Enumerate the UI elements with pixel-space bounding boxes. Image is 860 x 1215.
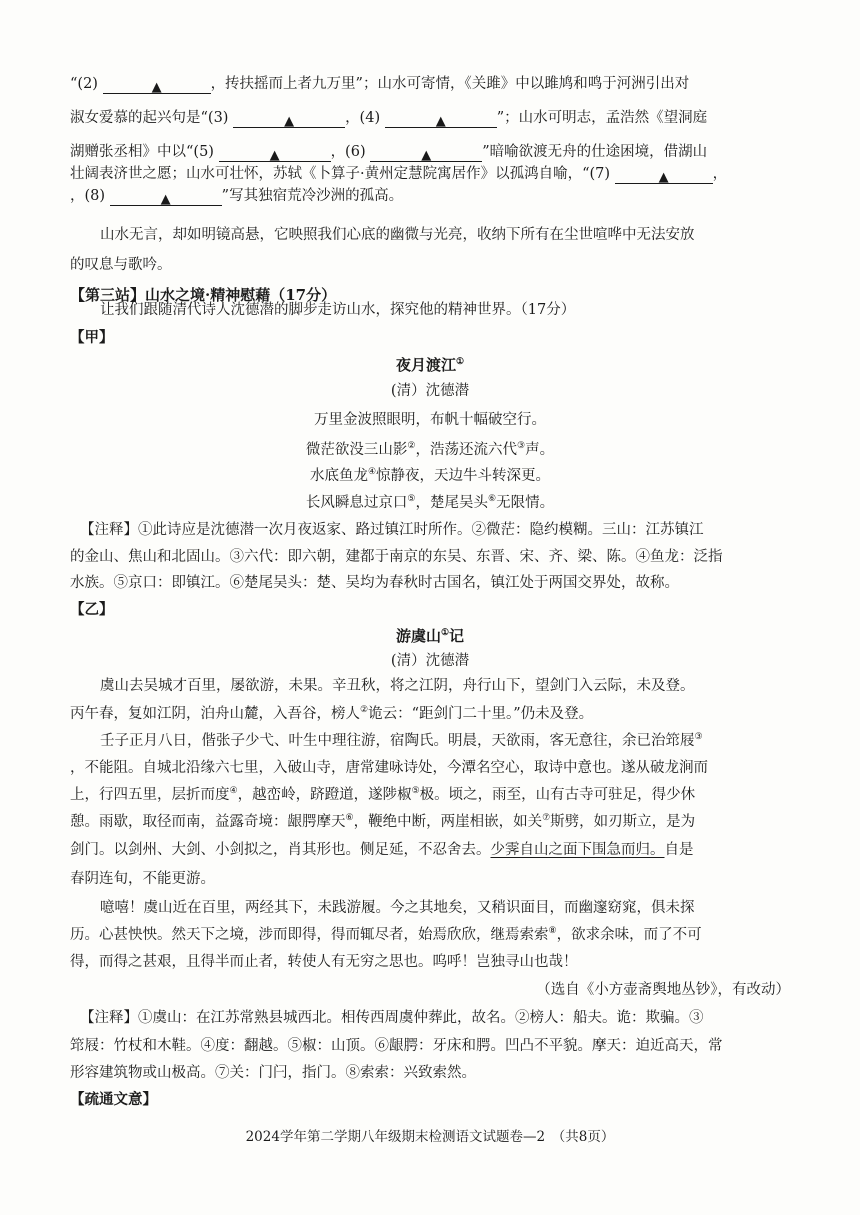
intro-line-5 [70, 186, 403, 206]
footnote-ref: ⑤ [407, 494, 416, 504]
prose-line-5 [70, 785, 695, 805]
prose-note-3: 形容建筑物或山极高。⑦关：门闩，指门。⑧索索：兴致索然。 [70, 1065, 476, 1081]
answer-blank-6[interactable] [370, 145, 482, 162]
text: ，楚尾吴头 [415, 495, 488, 511]
text: 声。 [525, 442, 555, 458]
poem-note-2: 的金山、焦山和北固山。③六代：即六朝，建都于南京的东吴、东晋、宋、齐、梁、陈。④鱼龙：泛指 [70, 549, 723, 565]
text: ，鞭绝中断，两崖相嵌，如关 [353, 814, 543, 830]
poem-title [0, 355, 860, 375]
poem-line-4 [0, 493, 860, 513]
blank-marker: ▲ [151, 80, 162, 95]
text: ”写其独宿荒冷沙洲的孤高。 [221, 188, 404, 204]
prose-title-text: 记 [449, 627, 465, 645]
footnote-ref: ④ [367, 467, 377, 477]
prose-line-4: ，不能阻。自城北沿缘六七里，入破山寺，唐常建咏诗处，今潭名空心，取诗中意也。遂从破龙涧而 [70, 760, 708, 776]
prose-author: (清）沈德潜 [390, 653, 470, 669]
footnote-ref: ③ [517, 441, 526, 451]
intro-line-3 [70, 142, 707, 162]
poem-line-1: 万里金波照眼明，布帆十幅破空行。 [314, 412, 546, 428]
intro-line-4: 壮阔表济世之愿；山水可壮怀，苏轼《卜算子·黄州定慧院寓居作》以孤鸿自喻，“(7) ▲ ， [70, 166, 728, 185]
page-footer: 2024学年第二学期八年级期末检测语文试题卷—2 （共8页） [245, 1129, 615, 1145]
underlined-sentence: 少霁自山之面下围急而归。 [490, 842, 665, 858]
text: 无限情。 [496, 495, 555, 511]
footnote-ref: ⑤ [411, 786, 420, 796]
text: ，越峦岭，跻蹬道，遂陟椒 [237, 787, 412, 803]
prose-line-1: 虞山去吴城才百里，屡欲游，未果。辛丑秋，将之江阴，舟行山下，望剑门入云际，未及登。 [100, 678, 695, 694]
text: 憩。雨歇，取径而南，益露奇境：龈腭摩天 [70, 814, 346, 830]
blank-marker: ▲ [284, 114, 295, 129]
answer-blank-4[interactable] [385, 111, 497, 128]
footnote-ref: ⑧ [548, 926, 557, 936]
footnote-ref: ③ [694, 732, 703, 742]
prose-title [0, 626, 860, 646]
blank-marker: ▲ [435, 114, 446, 129]
text: 丙午春，复如江阴，泊舟山麓，入吾谷，榜人 [70, 706, 360, 722]
footnote-ref: ④ [229, 786, 238, 796]
text: ，抟扶摇而上者九万里”；山水可寄情，《关雎》中以雎鸠和鸣于河洲引出对 [210, 76, 690, 92]
section-heading: 【第三站】山水之境·精神慰藉（17分） [70, 286, 337, 304]
text: 诡云：“距剑门二十里。”仍未及登。 [368, 706, 594, 722]
intro-line-7: 的叹息与歌吟。 [70, 257, 172, 273]
text: 剑门。以剑州、大剑、小剑拟之，肖其形也。侧足延，不忍舍去。 [70, 842, 491, 858]
text: 微茫欲没三山影 [305, 442, 408, 458]
poem-note-1: 【注释】①此诗应是沈德潜一次月夜返家、路过镇江时所作。②微茫：隐约模糊。三山：江苏镇江 [80, 522, 704, 538]
prose-source: （选自《小方壶斋舆地丛钞》，有改动） [536, 982, 790, 998]
prose-note-2: 筇屐：竹杖和木鞋。④度：翻越。⑤椒：山顶。⑥龈腭：牙床和腭。凹凸不平貌。摩天：迫近高天，常 [70, 1038, 723, 1054]
prose-line-2 [70, 704, 593, 724]
answer-blank-5[interactable] [219, 145, 331, 162]
blank-marker: ▲ [160, 192, 171, 207]
text: 壬子正月八日，偕张子少弋、叶生中理往游，宿陶氏。明晨，天欲雨，客无意往，余已治筇屐 [100, 733, 695, 749]
footnote-ref: ⑦ [542, 813, 551, 823]
text: 惊静夜，天边牛斗转深更。 [376, 468, 551, 484]
prose-line-10 [70, 925, 702, 945]
text: 湖赠张丞相》中以“(5) [70, 144, 214, 160]
text: ，欲求余味，而了不可 [556, 927, 702, 943]
answer-blank-8[interactable] [110, 189, 222, 206]
label-jia: 【甲】 [70, 329, 114, 346]
blank-marker: ▲ [658, 170, 669, 185]
footnote-ref: ② [360, 705, 369, 715]
prose-line-11: 得，而得之甚艰，且得半而止者，转使人有无穷之思也。呜呼！岂独寻山也哉！ [70, 954, 578, 970]
text: “(2) [70, 76, 98, 92]
poem-author: (清）沈德潜 [390, 383, 470, 399]
prose-line-3 [100, 731, 703, 751]
label-yi: 【乙】 [70, 601, 114, 618]
intro-line-2 [70, 108, 707, 128]
prose-line-7 [70, 840, 694, 860]
text: 长风瞬息过京口 [305, 495, 408, 511]
prose-line-6 [70, 812, 695, 832]
text: ，(4) [345, 110, 381, 126]
footnote-ref: ① [440, 628, 450, 638]
footnote-ref: ② [407, 441, 416, 451]
footnote-ref: ⑥ [488, 494, 497, 504]
section-label-shutong: 【疏通文意】 [70, 1091, 157, 1108]
intro-line-6: 山水无言，却如明镜高悬，它映照我们心底的幽微与光亮，收纳下所有在尘世喧哗中无法安放 [100, 227, 695, 243]
poem-title-text: 夜月渡江 [395, 356, 456, 374]
prose-line-9: 噫嘻！虞山近在百里，两经其下，未践游履。今之其地矣，又稍识面目，而幽邃窈窕，俱未探 [100, 900, 695, 916]
intro-line-1 [70, 74, 689, 94]
text: ”；山水可明志，孟浩然《望洞庭 [496, 110, 708, 126]
answer-blank-2[interactable] [103, 77, 211, 94]
text: ”暗喻欲渡无舟的仕途困境，借湖山 [482, 144, 708, 160]
poem-note-3: 水族。⑤京口：即镇江。⑥楚尾吴头：楚、吴均为春秋时古国名，镇江处于两国交界处，故称。 [70, 575, 679, 591]
poem-line-2 [0, 440, 860, 460]
text: 淑女爱慕的起兴句是“(3) [70, 110, 229, 126]
text: 历。心甚怏怏。然天下之境，涉而即得，得而辄尽者，始焉欣欣，继焉索索 [70, 927, 549, 943]
blank-marker: ▲ [421, 148, 432, 163]
answer-blank-3[interactable] [233, 111, 345, 128]
answer-blank-7[interactable] [615, 167, 713, 184]
footnote-ref: ① [455, 357, 465, 367]
prose-note-1: 【注释】①虞山：在江苏常熟县城西北。相传西周虞仲葬此，故名。②榜人：船夫。诡：欺骗。③ [80, 1010, 704, 1026]
prose-title-text: 游虞山 [395, 627, 441, 645]
section-intro: 让我们跟随清代诗人沈德潜的脚步走访山水，探究他的精神世界。（17分） [100, 302, 576, 318]
text: 上，行四五里，层折而度 [70, 787, 230, 803]
text: 极。顷之，雨至，山有古寺可驻足，得少休 [419, 787, 696, 803]
text: 斯劈，如刃斯立，是为 [550, 814, 696, 830]
text: ，(8) [70, 188, 106, 204]
text: ，浩荡还流六代 [415, 442, 517, 458]
prose-line-8: 春阴连旬，不能更游。 [70, 871, 215, 887]
footnote-ref: ⑥ [345, 813, 354, 823]
blank-marker: ▲ [269, 148, 280, 163]
text: ，(6) [330, 144, 366, 160]
poem-line-3 [0, 466, 860, 486]
text: 壮阔表济世之愿；山水可壮怀，苏轼《卜算子·黄州定慧院寓居作》以孤鸿自喻，“(7) [70, 166, 611, 182]
text: 水底鱼龙 [309, 468, 368, 484]
text: 自是 [664, 842, 694, 858]
